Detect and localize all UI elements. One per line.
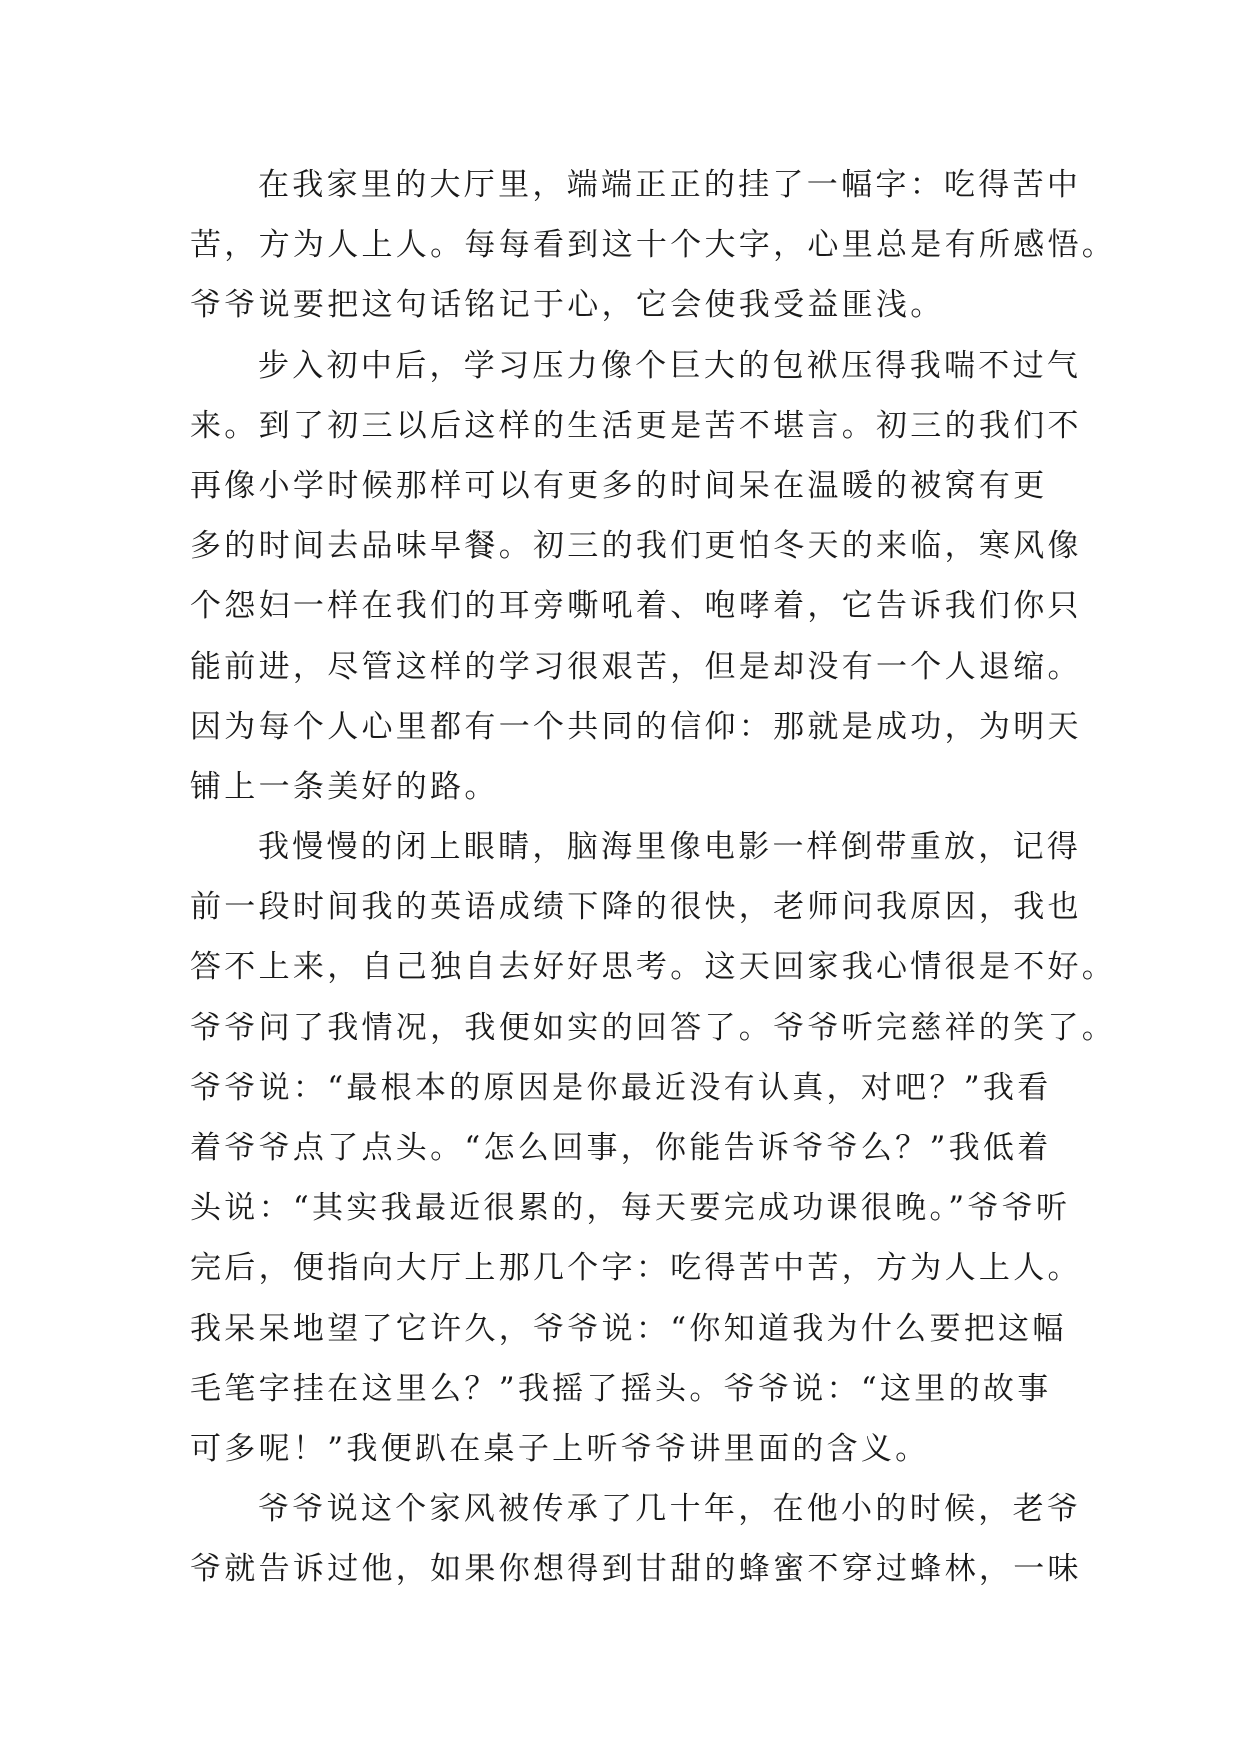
text-line: 答不上来，自己独自去好好思考。这天回家我心情很是不好。 xyxy=(190,949,1117,986)
text-line: 着爷爷点了点头。“怎么回事，你能告诉爷爷么？”我低着 xyxy=(190,1130,1052,1166)
text-line: 可多呢！”我便趴在桌子上听爷爷讲里面的含义。 xyxy=(190,1430,930,1467)
text-line: 头说：“其实我最近很累的，每天要完成功课很晚。”爷爷听 xyxy=(190,1190,1071,1227)
text-line: 爷爷说：“最根本的原因是你最近没有认真，对吧？”我看 xyxy=(190,1069,1052,1106)
text-line: 毛笔字挂在这里么？”我摇了摇头。爷爷说：“这里的故事 xyxy=(190,1370,1052,1407)
text-line: 完后，便指向大厅上那几个字：吃得苦中苦，方为人上人。 xyxy=(190,1250,1082,1287)
paragraph-first-line: 爷爷说这个家风被传承了几十年，在他小的时候，老爷 xyxy=(258,1491,1082,1528)
text-line: 因为每个人心里都有一个共同的信仰：那就是成功，为明天 xyxy=(190,708,1082,745)
text-line: 爷就告诉过他，如果你想得到甘甜的蜂蜜不穿过蜂林，一味 xyxy=(190,1551,1082,1588)
text-line: 爷爷问了我情况，我便如实的回答了。爷爷听完慈祥的笑了。 xyxy=(190,1009,1117,1046)
text-line: 前一段时间我的英语成绩下降的很快，老师问我原因，我也 xyxy=(190,889,1082,926)
paragraph-first-line: 在我家里的大厅里，端端正正的挂了一幅字：吃得苦中 xyxy=(258,167,1082,203)
text-line: 我呆呆地望了它许久，爷爷说：“你知道我为什么要把这幅 xyxy=(190,1310,1067,1347)
text-line: 爷爷说要把这句话铭记于心，它会使我受益匪浅。 xyxy=(190,287,945,324)
text-line: 再像小学时候那样可以有更多的时间呆在温暖的被窝有更 xyxy=(190,467,1048,504)
text-line: 铺上一条美好的路。 xyxy=(190,768,499,805)
text-line: 能前进，尽管这样的学习很艰苦，但是却没有一个人退缩。 xyxy=(190,648,1082,685)
text-line: 个怨妇一样在我们的耳旁嘶吼着、咆哮着，它告诉我们你只 xyxy=(190,588,1082,625)
paragraph-first-line: 步入初中后，学习压力像个巨大的包袱压得我喘不过气 xyxy=(258,347,1082,384)
document-body xyxy=(190,155,1117,1600)
text-line: 来。到了初三以后这样的生活更是苦不堪言。初三的我们不 xyxy=(190,407,1082,444)
text-line: 苦，方为人上人。每每看到这十个大字，心里总是有所感悟。 xyxy=(190,227,1117,264)
text-line: 多的时间去品味早餐。初三的我们更怕冬天的来临，寒风像 xyxy=(190,528,1082,565)
paragraph-first-line: 我慢慢的闭上眼睛，脑海里像电影一样倒带重放，记得 xyxy=(258,829,1082,866)
